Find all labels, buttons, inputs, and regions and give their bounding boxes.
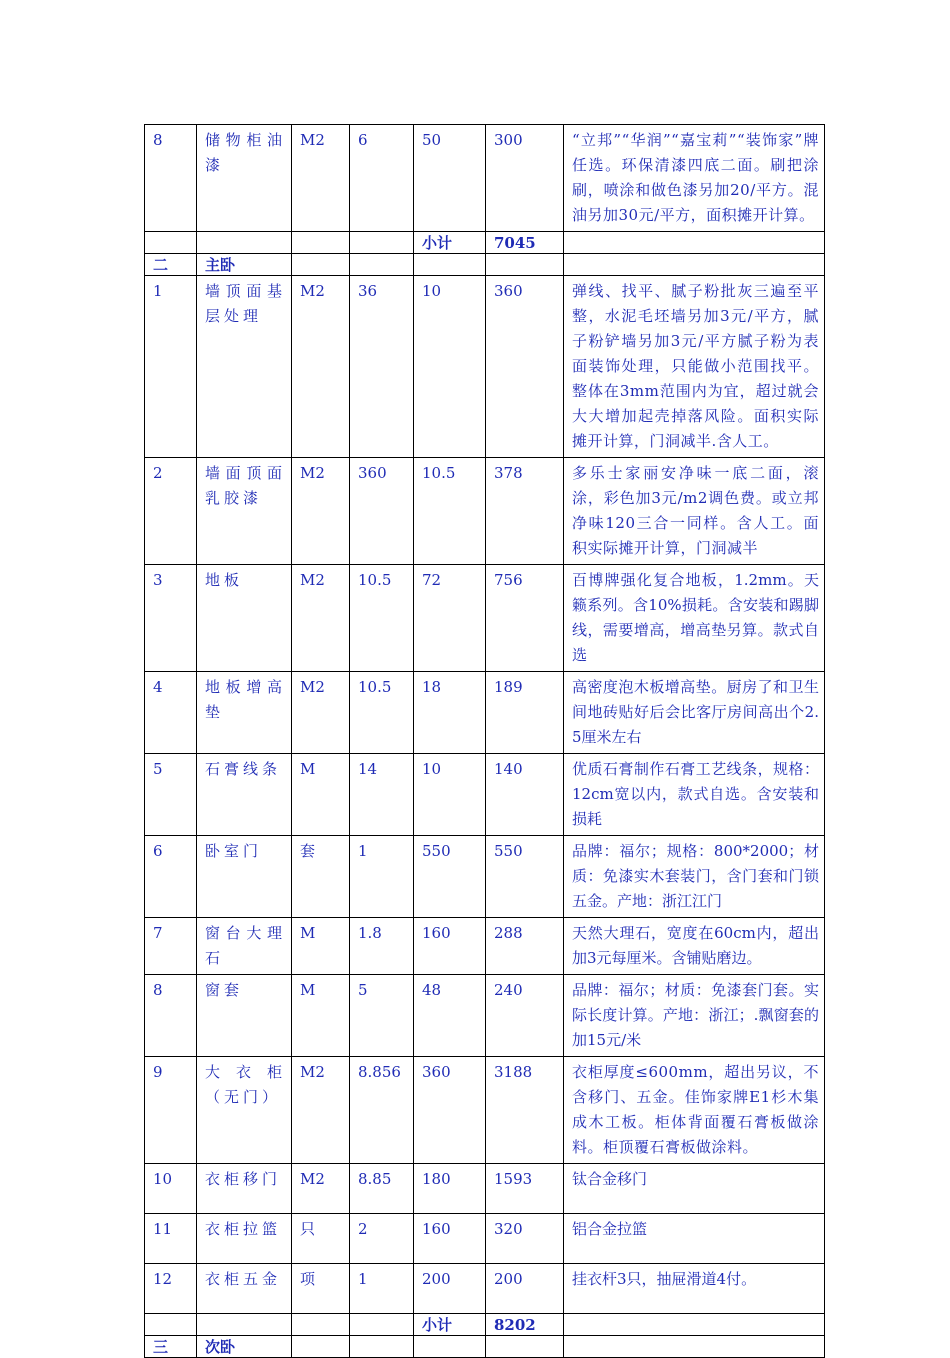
table-row [145,125,825,232]
item-description: 钛合金移门 [564,1164,825,1214]
item-total: 300 [486,125,564,232]
item-unit-price: 10.5 [414,458,486,565]
item-name: 地板 [197,565,292,672]
item-quantity: 8.856 [350,1057,414,1164]
item-name: 大衣柜（无门） [197,1057,292,1164]
item-quantity: 5 [350,975,414,1057]
item-number: 11 [145,1214,197,1264]
item-unit: M [292,754,350,836]
item-total: 756 [486,565,564,672]
empty-cell [350,232,414,254]
item-unit: M [292,975,350,1057]
item-total: 320 [486,1214,564,1264]
item-unit-price: 160 [414,918,486,975]
item-number: 7 [145,918,197,975]
item-name: 窗套 [197,975,292,1057]
subtotal-row [145,1314,825,1336]
item-quantity: 1.8 [350,918,414,975]
item-unit-price: 160 [414,1214,486,1264]
item-unit: M [292,918,350,975]
item-total: 1593 [486,1164,564,1214]
item-unit-price: 48 [414,975,486,1057]
item-unit-price: 50 [414,125,486,232]
item-total: 240 [486,975,564,1057]
empty-cell [564,254,825,276]
item-name: 窗台大理石 [197,918,292,975]
empty-cell [350,1336,414,1358]
empty-cell [197,232,292,254]
section-header-row [145,1336,825,1358]
item-total: 189 [486,672,564,754]
item-unit-price: 550 [414,836,486,918]
item-number: 2 [145,458,197,565]
empty-cell [292,232,350,254]
empty-cell [564,1336,825,1358]
item-number: 5 [145,754,197,836]
section-header-row [145,254,825,276]
table-row [145,458,825,565]
empty-cell [197,1314,292,1336]
empty-cell [145,1314,197,1336]
item-quantity: 14 [350,754,414,836]
table-row [145,276,825,458]
item-unit: M2 [292,672,350,754]
item-unit-price: 18 [414,672,486,754]
item-number: 1 [145,276,197,458]
table-row [145,1164,825,1214]
empty-cell [292,1314,350,1336]
section-title: 次卧 [197,1336,292,1358]
item-quantity: 36 [350,276,414,458]
empty-cell [145,232,197,254]
item-number: 4 [145,672,197,754]
item-unit: 只 [292,1214,350,1264]
item-unit: 套 [292,836,350,918]
item-number: 10 [145,1164,197,1214]
quotation-table [144,124,825,1358]
item-total: 288 [486,918,564,975]
item-number: 8 [145,975,197,1057]
item-unit: M2 [292,565,350,672]
item-name: 衣柜拉篮 [197,1214,292,1264]
item-quantity: 10.5 [350,565,414,672]
item-unit: M2 [292,276,350,458]
item-unit: 项 [292,1264,350,1314]
item-name: 衣柜五金 [197,1264,292,1314]
item-total: 360 [486,276,564,458]
empty-cell [350,254,414,276]
item-quantity: 2 [350,1214,414,1264]
item-unit-price: 72 [414,565,486,672]
item-description: “立邦”“华润”“嘉宝莉”“装饰家”牌任选。环保清漆四底二面。刷把涂刷，喷涂和做色漆另加20/平方。混油另加30元/平方，面积摊开计算。 [564,125,825,232]
item-total: 550 [486,836,564,918]
empty-cell [414,254,486,276]
item-description: 弹线、找平、腻子粉批灰三遍至平整，水泥毛坯墙另加3元/平方，腻子粉铲墙另加3元/平方腻子粉为表面装饰处理，只能做小范围找平。整体在3mm范围内为宜，超过就会大大增加起壳掉落风险。面积实际摊开计算，门洞减半.含人工。 [564,276,825,458]
item-unit: M2 [292,1164,350,1214]
subtotal-value: 7045 [486,232,564,254]
item-description: 百博牌强化复合地板，1.2mm。天籁系列。含10%损耗。含安装和踢脚线，需要增高，增高垫另算。款式自选 [564,565,825,672]
item-number: 12 [145,1264,197,1314]
item-quantity: 1 [350,1264,414,1314]
item-description: 多乐士家丽安净味一底二面，滚涂，彩色加3元/m2调色费。或立邦净味120三合一同样。含人工。面积实际摊开计算，门洞减半 [564,458,825,565]
table-row [145,918,825,975]
item-description: 品牌：福尔；规格：800*2000；材质：免漆实木套装门，含门套和门锁五金。产地：浙江江门 [564,836,825,918]
quotation-table-body [145,125,825,1358]
item-quantity: 8.85 [350,1164,414,1214]
item-name: 墙面顶面乳胶漆 [197,458,292,565]
item-unit-price: 10 [414,754,486,836]
empty-cell [350,1314,414,1336]
empty-cell [292,254,350,276]
item-name: 储物柜油漆 [197,125,292,232]
empty-cell [292,1336,350,1358]
item-description: 天然大理石，宽度在60cm内，超出加3元每厘米。含铺贴磨边。 [564,918,825,975]
item-unit: M2 [292,125,350,232]
item-unit-price: 180 [414,1164,486,1214]
item-unit: M2 [292,458,350,565]
table-row [145,754,825,836]
subtotal-label: 小计 [414,232,486,254]
item-unit-price: 10 [414,276,486,458]
subtotal-value: 8202 [486,1314,564,1336]
item-total: 140 [486,754,564,836]
table-row [145,1214,825,1264]
item-number: 8 [145,125,197,232]
table-row [145,1057,825,1164]
item-description: 优质石膏制作石膏工艺线条，规格：12cm宽以内，款式自选。含安装和损耗 [564,754,825,836]
item-unit: M2 [292,1057,350,1164]
item-number: 6 [145,836,197,918]
item-name: 墙顶面基层处理 [197,276,292,458]
item-description: 品牌：福尔；材质：免漆套门套。实际长度计算。产地：浙江；.飘窗套的加15元/米 [564,975,825,1057]
item-description: 铝合金拉篮 [564,1214,825,1264]
item-name: 地板增高垫 [197,672,292,754]
item-quantity: 360 [350,458,414,565]
empty-cell [486,1336,564,1358]
subtotal-row [145,232,825,254]
section-number: 二 [145,254,197,276]
item-unit-price: 360 [414,1057,486,1164]
item-name: 石膏线条 [197,754,292,836]
section-number: 三 [145,1336,197,1358]
item-unit-price: 200 [414,1264,486,1314]
table-row [145,672,825,754]
table-row [145,1264,825,1314]
item-quantity: 10.5 [350,672,414,754]
item-description: 衣柜厚度≤600mm，超出另议，不含移门、五金。佳饰家牌E1杉木集成木工板。柜体背面覆石膏板做涂料。柜顶覆石膏板做涂料。 [564,1057,825,1164]
item-total: 3188 [486,1057,564,1164]
item-quantity: 6 [350,125,414,232]
item-description: 挂衣杆3只，抽屉滑道4付。 [564,1264,825,1314]
table-row [145,836,825,918]
empty-cell [564,1314,825,1336]
item-total: 378 [486,458,564,565]
item-total: 200 [486,1264,564,1314]
item-number: 9 [145,1057,197,1164]
empty-cell [486,254,564,276]
item-quantity: 1 [350,836,414,918]
empty-cell [564,232,825,254]
table-row [145,975,825,1057]
table-row [145,565,825,672]
subtotal-label: 小计 [414,1314,486,1336]
item-number: 3 [145,565,197,672]
item-name: 卧室门 [197,836,292,918]
item-description: 高密度泡木板增高垫。厨房了和卫生间地砖贴好后会比客厅房间高出个2.5厘米左右 [564,672,825,754]
empty-cell [414,1336,486,1358]
item-name: 衣柜移门 [197,1164,292,1214]
section-title: 主卧 [197,254,292,276]
